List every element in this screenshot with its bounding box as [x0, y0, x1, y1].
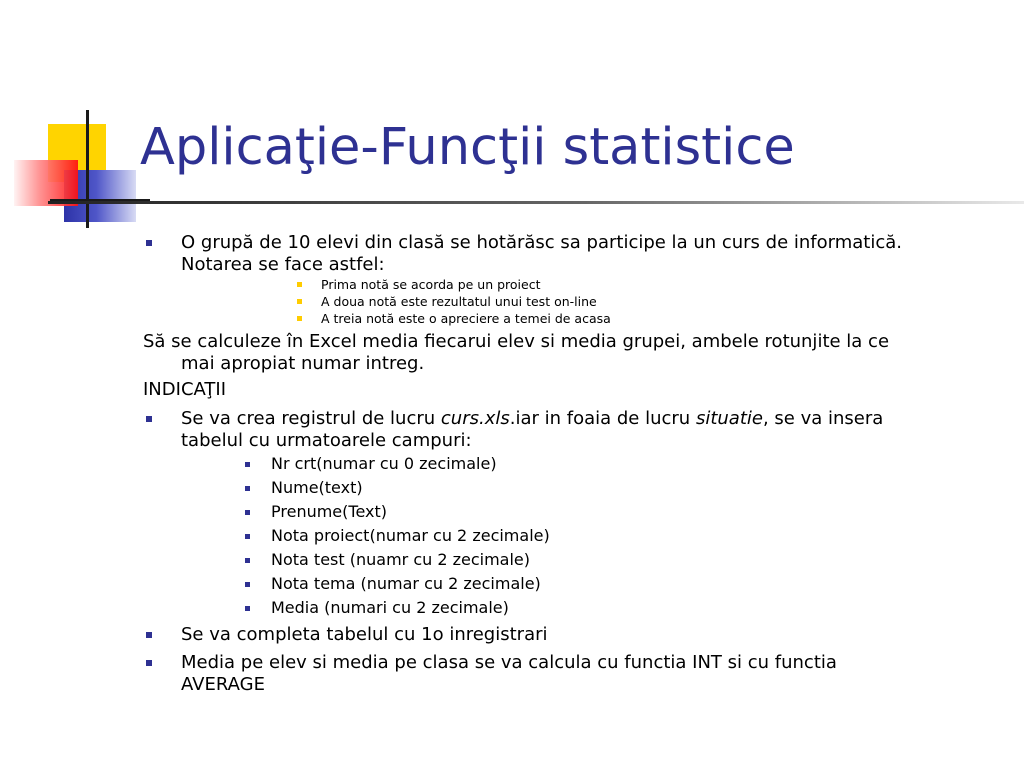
vertical-line [86, 110, 89, 228]
field-text: Nota test (nuamr cu 2 zecimale) [271, 550, 531, 569]
functions-paragraph [0, 652, 1024, 696]
field-item [0, 572, 1024, 596]
workbook-text-part: , se va insera [762, 408, 884, 429]
field-text: Prenume(Text) [271, 502, 387, 521]
complete-table-text: Se va completa tabelul cu 1o inregistrari [181, 624, 548, 645]
intro-line-1: O grupă de 10 elevi din clasă se hotărăsc sa participe la un curs de informatică. [181, 232, 902, 253]
workbook-filename: curs.xls [440, 408, 510, 429]
workbook-line-1 [181, 408, 883, 430]
criteria-item [0, 276, 1024, 293]
workbook-text-part: Se va crea registrul de lucru [181, 408, 441, 429]
workbook-line-2: tabelul cu urmatoarele campuri: [181, 430, 472, 451]
criteria-item [0, 310, 1024, 327]
bullet-icon [245, 462, 250, 467]
bullet-icon [146, 416, 152, 422]
field-item [0, 524, 1024, 548]
bullet-icon [146, 632, 152, 638]
field-item [0, 596, 1024, 620]
workbook-paragraph [0, 408, 1024, 452]
decorative-logo [0, 0, 150, 240]
task-line-2: mai apropiat numar intreg. [181, 353, 425, 374]
field-text: Nr crt(numar cu 0 zecimale) [271, 454, 497, 473]
task-paragraph [0, 331, 1024, 375]
intro-paragraph [0, 232, 1024, 276]
bullet-icon [297, 282, 302, 287]
title-divider [48, 201, 1024, 204]
bullet-icon [245, 606, 250, 611]
field-text: Nume(text) [271, 478, 363, 497]
criteria-text: Prima notă se acorda pe un proiect [321, 277, 541, 292]
hints-label: INDICAŢII [143, 379, 227, 400]
bullet-icon [245, 510, 250, 515]
workbook-text-part: .iar in foaia de lucru [509, 408, 696, 429]
functions-line-2: AVERAGE [181, 674, 265, 695]
bullet-icon [245, 558, 250, 563]
field-item [0, 548, 1024, 572]
field-item [0, 500, 1024, 524]
criteria-text: A doua notă este rezultatul unui test on-line [321, 294, 597, 309]
bullet-icon [146, 660, 152, 666]
field-text: Nota proiect(numar cu 2 zecimale) [271, 526, 550, 545]
task-line-1: Să se calculeze în Excel media fiecarui elev si media grupei, ambele rotunjite la ce [143, 331, 890, 352]
field-text: Media (numari cu 2 zecimale) [271, 598, 509, 617]
bullet-icon [297, 299, 302, 304]
functions-line-1: Media pe elev si media pe clasa se va calcula cu functia INT si cu functia [181, 652, 837, 673]
bullet-icon [245, 486, 250, 491]
bullet-icon [146, 240, 152, 246]
bullet-icon [297, 316, 302, 321]
field-item [0, 476, 1024, 500]
criteria-item [0, 293, 1024, 310]
complete-table-paragraph [0, 624, 1024, 646]
bullet-icon [245, 534, 250, 539]
criteria-text: A treia notă este o apreciere a temei de acasa [321, 311, 611, 326]
field-item [0, 452, 1024, 476]
worksheet-name: situatie [695, 408, 763, 429]
intro-line-2: Notarea se face astfel: [181, 254, 385, 275]
slide-title: Aplicaţie-Funcţii statistice [140, 118, 795, 177]
field-text: Nota tema (numar cu 2 zecimale) [271, 574, 541, 593]
bullet-icon [245, 582, 250, 587]
